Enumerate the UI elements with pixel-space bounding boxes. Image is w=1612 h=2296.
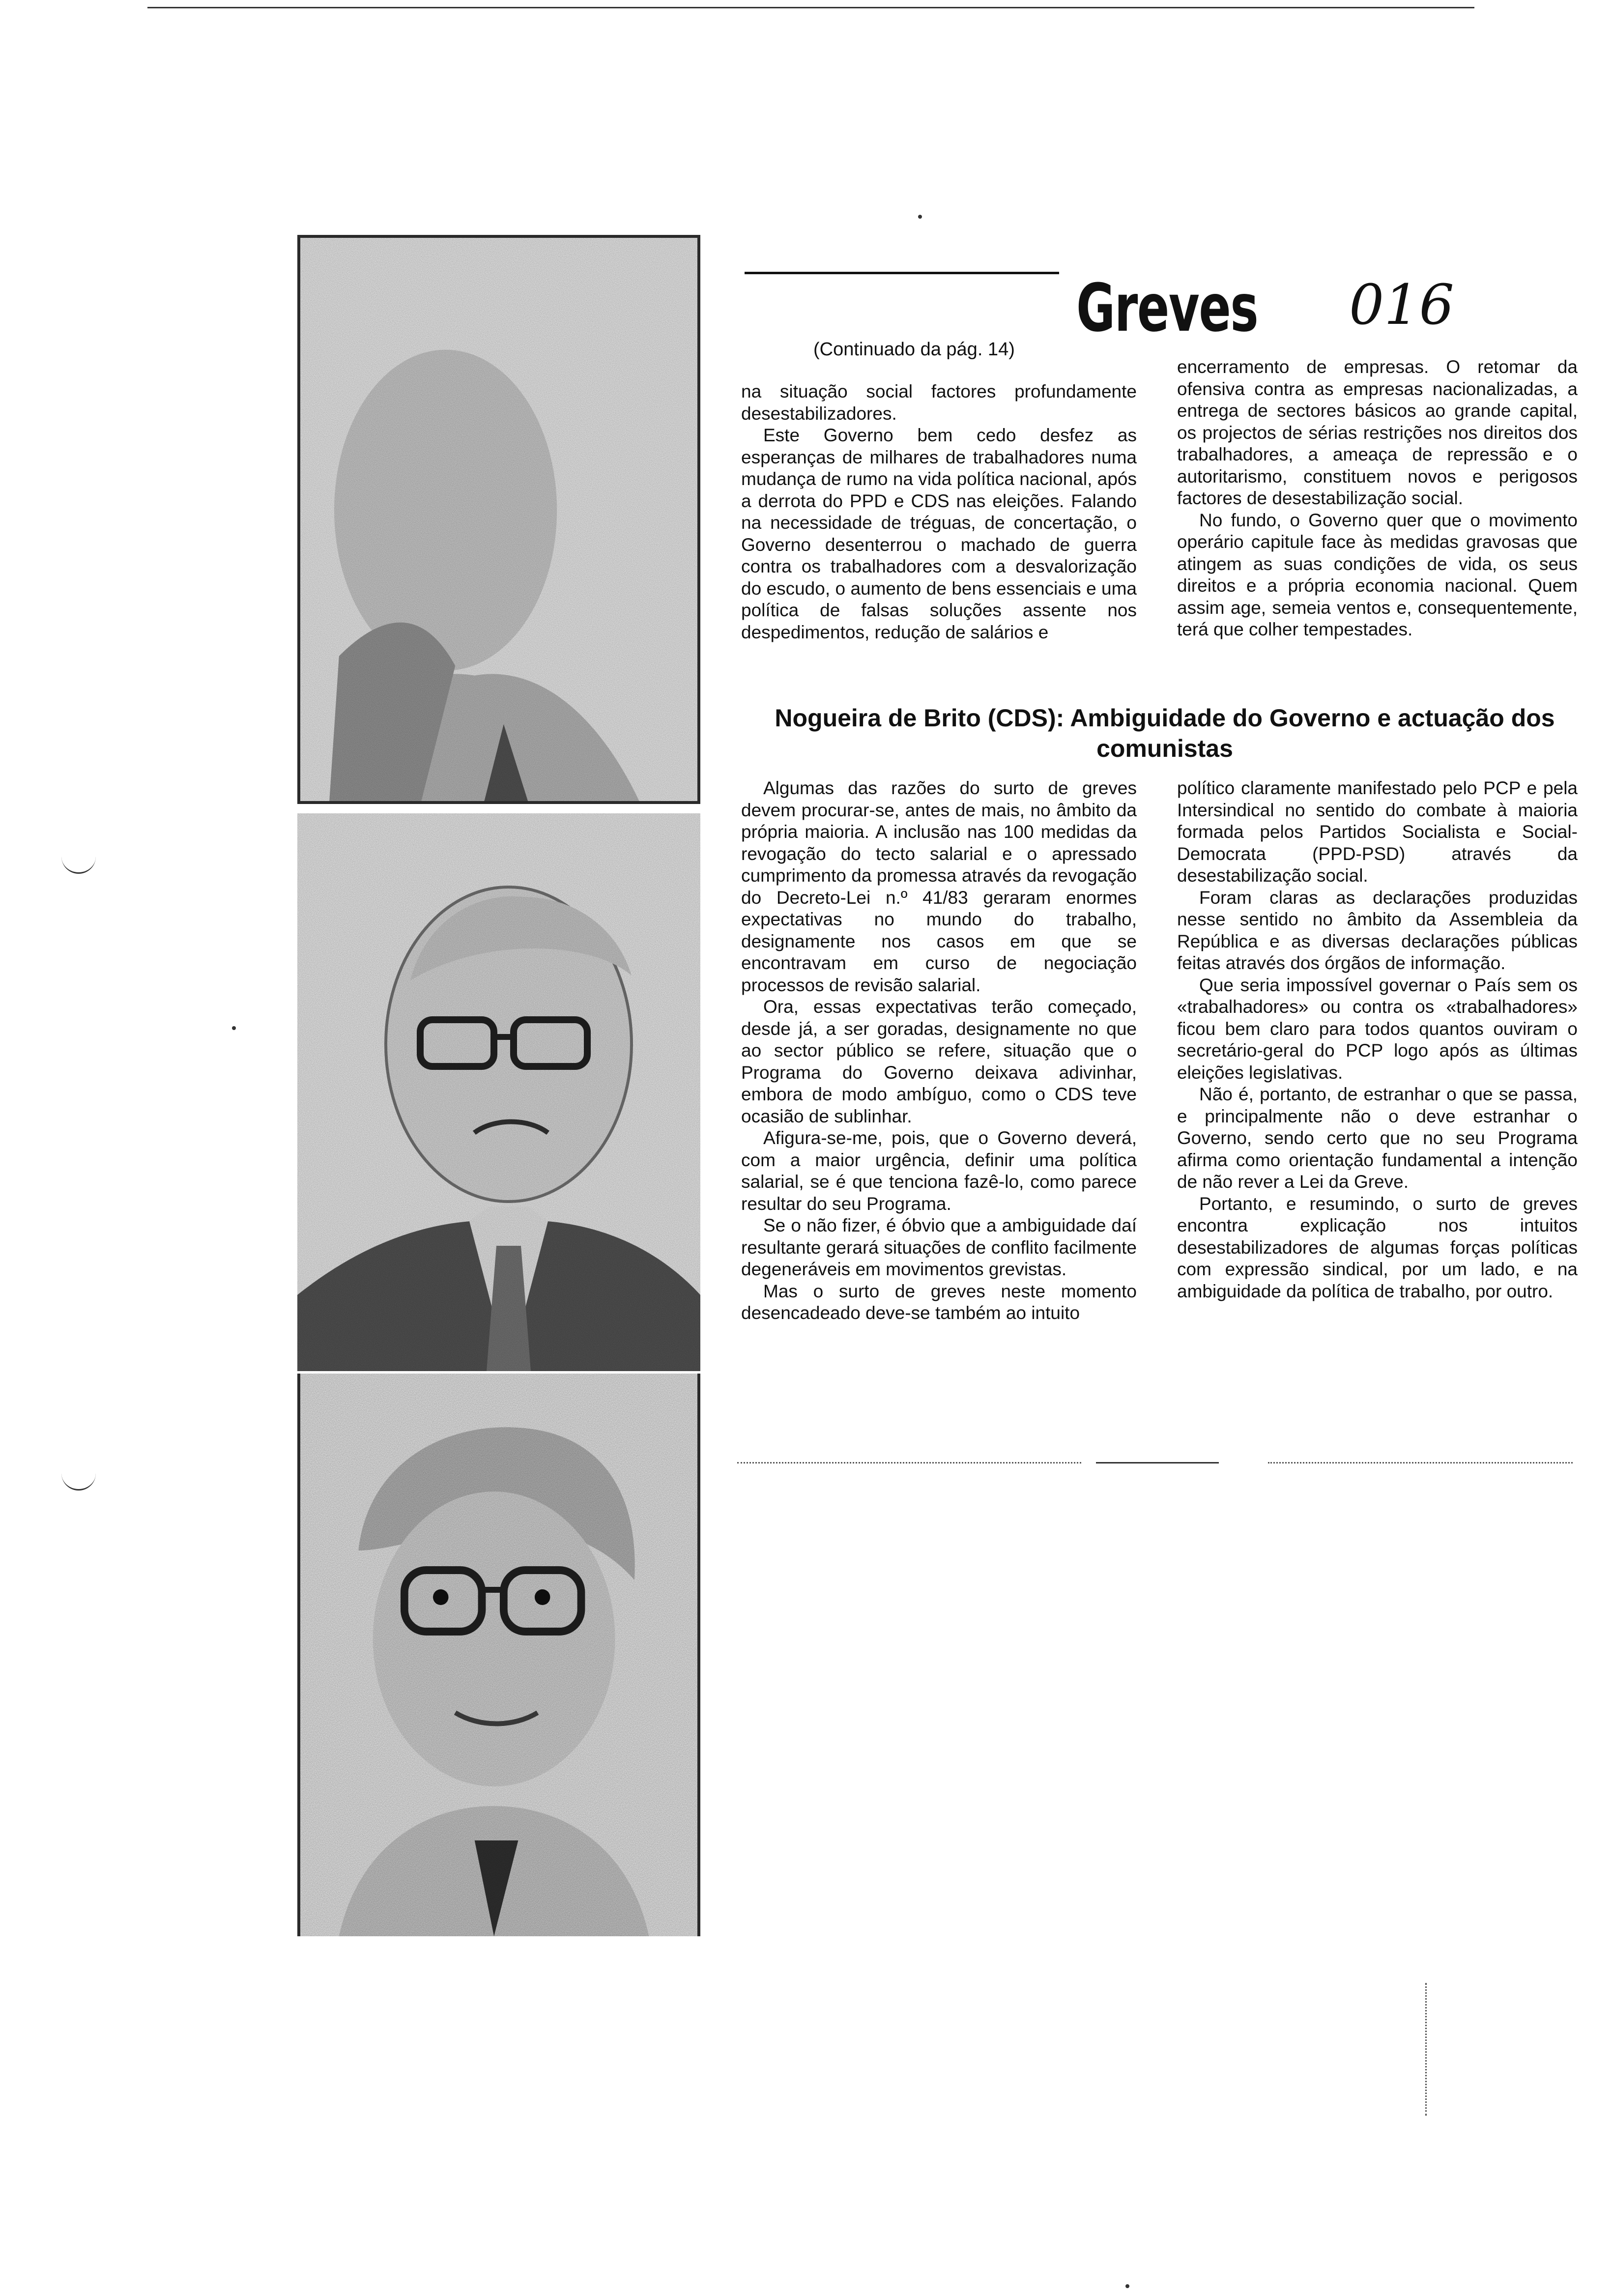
article2-col2-paragraph-2: Foram claras as declarações produzidas nesse sentido no âmbito da Assembleia da República e as diversas declarações públicas feitas através dos órgãos de informação. bbox=[1177, 887, 1578, 973]
scan-speck bbox=[1125, 2284, 1129, 2288]
portrait-photo-3-image bbox=[300, 1374, 697, 1936]
portrait-photo-2-image bbox=[297, 813, 700, 1371]
headline-lead: Nogueira de Brito (CDS): bbox=[775, 704, 1065, 732]
article2-col2-paragraph-3: Que seria impossível governar o País sem os «trabalhadores» ou contra os «trabalhadores» ficou bem claro para todos quantos ouviram o secretário-geral do PCP logo após as últimas eleições legislativas. bbox=[1177, 975, 1578, 1083]
portrait-photo-1 bbox=[297, 235, 700, 804]
article2-col1-paragraph-4: Se o não fizer, é óbvio que a ambiguidade daí resultante gerará situações de conflito facilmente degeneráveis em movimentos grevistas. bbox=[741, 1215, 1137, 1279]
article1-column-2 bbox=[1177, 356, 1578, 641]
scan-top-edge-line bbox=[147, 7, 1474, 8]
continued-from-note: (Continuado da pág. 14) bbox=[813, 339, 1015, 360]
scan-speck bbox=[918, 215, 922, 219]
article2-col1-paragraph-1: Algumas das razões do surto de greves devem procurar-se, antes de mais, no âmbito da própria maioria. A inclusão nas 100 medidas da revogação do tecto salarial e o apressado cumprimento da promessa através da revogação do Decreto-Lei n.º 41/83 geraram enormes expectativas no mundo do trabalho, designamente nos casos em que se encontravam em curso de negociação processos de revisão salarial. bbox=[741, 778, 1137, 995]
portrait-photo-3 bbox=[297, 1374, 700, 1936]
scan-speck bbox=[232, 1026, 236, 1030]
article2-col2-paragraph-5: Portanto, e resumindo, o surto de greves encontra explicação nos intuitos desestabilizadores de algumas forças políticas com expressão sindical, por um lado, e na ambiguidade da política de trabalho, por outro. bbox=[1177, 1193, 1578, 1301]
portrait-photo-1-image bbox=[300, 238, 697, 801]
scan-margin-mark bbox=[61, 1469, 96, 1491]
portrait-photo-2 bbox=[297, 813, 700, 1371]
clipping-bottom-edge-dotted bbox=[737, 1462, 1081, 1464]
article2-col2-paragraph-4: Não é, portanto, de estranhar o que se passa, e principalmente não o deve estranhar o Governo, sendo certo que no seu Programa afirma como orientação fundamental a intenção de não rever a Lei da Greve. bbox=[1177, 1084, 1578, 1192]
article1-col1-paragraph-2: Este Governo bem cedo desfez as esperanças de milhares de trabalhadores numa mudança de rumo na vida política nacional, após a derrota do PPD e CDS nas eleições. Falando na necessidade de tréguas, de concertação, o Governo desenterrou o machado de guerra contra os trabalhadores com a desvalorização do escudo, o aumento de bens essenciais e uma política de falsas soluções assente nos despedimentos, redução de salários e bbox=[741, 425, 1137, 642]
clipping-bottom-edge-dotted-right bbox=[1268, 1462, 1573, 1464]
section-rule bbox=[745, 272, 1059, 274]
section-title: Greves bbox=[1076, 270, 1258, 346]
article1-col1-paragraph-1: na situação social factores profundamente desestabilizadores. bbox=[741, 381, 1137, 424]
scan-vertical-dotted-line bbox=[1425, 1983, 1427, 2116]
article2-col1-paragraph-5: Mas o surto de greves neste momento desencadeado deve-se também ao intuito bbox=[741, 1281, 1137, 1323]
clipping-bottom-edge-line bbox=[1096, 1462, 1219, 1464]
scan-margin-mark bbox=[61, 853, 96, 874]
handwritten-page-note: 016 bbox=[1349, 273, 1454, 337]
article2-col2-paragraph-1: político claramente manifestado pelo PCP e pela Intersindical no sentido do combate à maioria formada pelos Partidos Socialista e Social-Democrata (PPD-PSD) através da desestabilização social. bbox=[1177, 778, 1578, 886]
article1-col2-paragraph-2: No fundo, o Governo quer que o movimento operário capitule face às medidas gravosas que atingem as suas condições de vida, os seus direitos e a própria economia nacional. Quem assim age, semeia ventos e, consequentemente, terá que colher tempestades. bbox=[1177, 510, 1578, 639]
headline-rest: Ambiguidade do Governo e actuação dos comunistas bbox=[1070, 704, 1555, 762]
article2-col1-paragraph-3: Afigura-se-me, pois, que o Governo deverá, com a maior urgência, definir uma política salarial, se é que tenciona fazê-lo, como parece resultar do seu Programa. bbox=[741, 1128, 1137, 1214]
article2-column-1 bbox=[741, 777, 1137, 1324]
article1-col2-paragraph-1: encerramento de empresas. O retomar da ofensiva contra as empresas nacionalizadas, a entrega de sectores básicos ao grande capital, os projectos de sérias restrições nos direitos dos trabalhadores, a ameaça de repressão e o autoritarismo, constituem novos e perigosos factores de desestabilização social. bbox=[1177, 357, 1578, 508]
article1-column-1 bbox=[741, 381, 1137, 643]
article2-col1-paragraph-2: Ora, essas expectativas terão começado, desde já, a ser goradas, designamente no que ao sector público se refere, situação que o Programa do Governo deixava adivinhar, embora de modo ambíguo, como o CDS teve ocasião de sublinhar. bbox=[741, 997, 1137, 1126]
article2-column-2 bbox=[1177, 777, 1578, 1302]
article2-headline bbox=[737, 703, 1592, 764]
